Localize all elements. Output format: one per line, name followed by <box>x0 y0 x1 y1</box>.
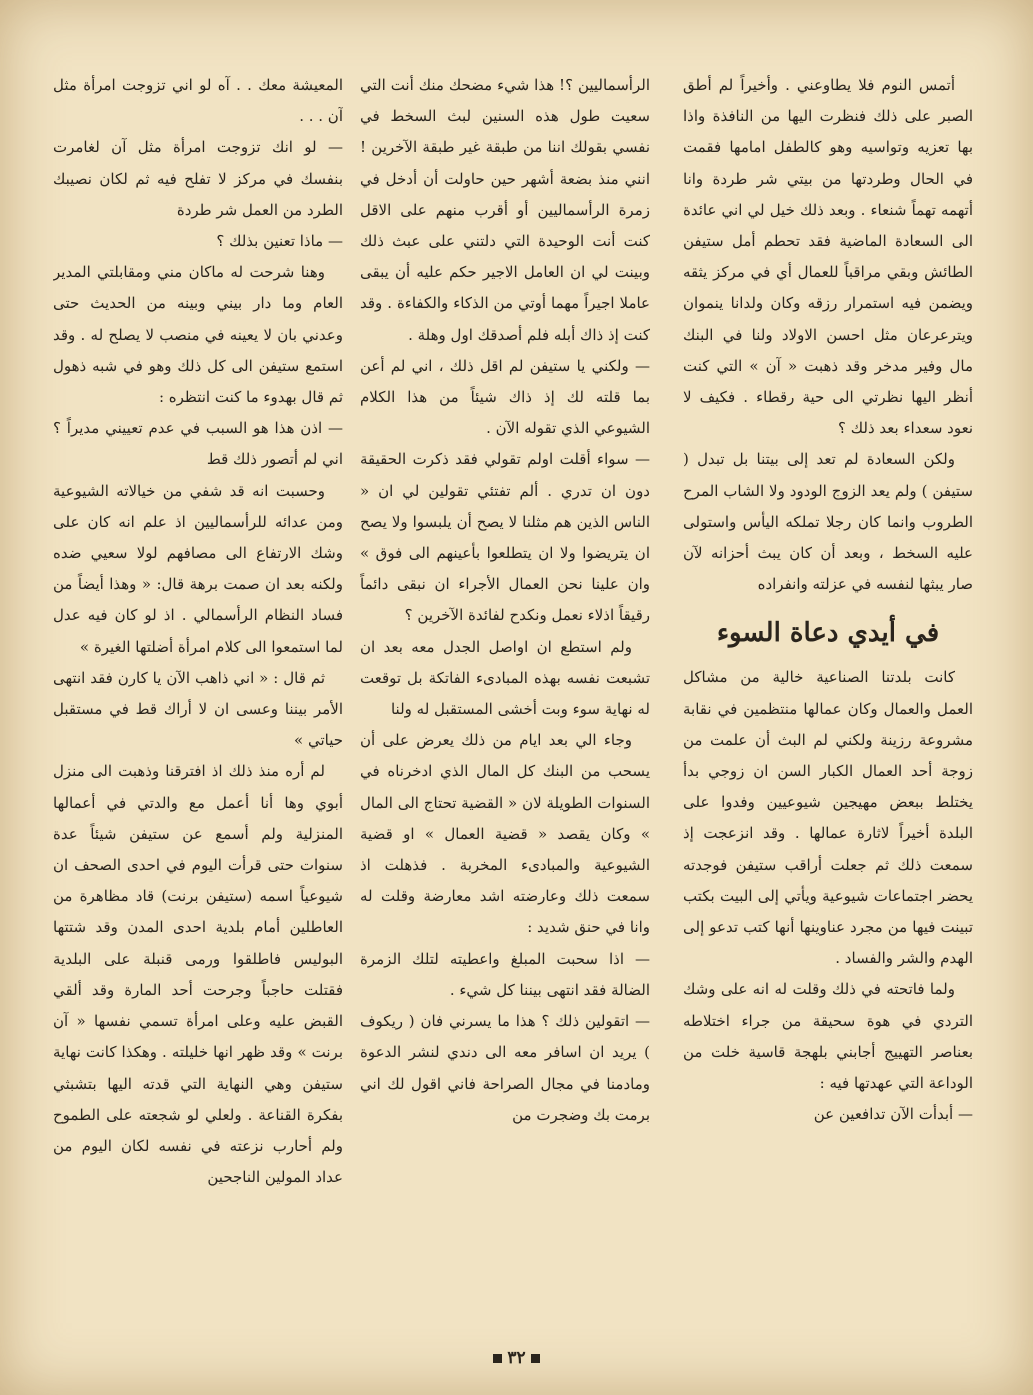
dialogue-line: — لو انك تزوجت امرأة مثل آن لغامرت بنفسك في مركز لا تفلح فيه ثم لكان نصيبك الطرد من العمل شر طردة <box>53 138 343 219</box>
paragraph: وحسبت انه قد شفي من خيالاته الشيوعية ومن عدائه للرأسماليين اذ علم انه كان على وشك الارتفاع الى مصافهم لولا سعيي ضده ولكنه بعد ان صمت برهة قال: « وهذا أيضاً من فساد النظام الرأسمالي . اذ لو كان فيه عدل لما استمعوا الى كلام امرأة أضلتها الغيرة » <box>53 481 343 656</box>
paragraph: ولم استطع ان اواصل الجدل معه بعد ان تشبعت نفسه بهذه المبادىء الفاتكة بل توقعت له نهاية سوء وبت أخشى المستقبل له ولنا <box>360 637 650 719</box>
dialogue-line: — أبدأت الآن تدافعين عن <box>813 1105 973 1124</box>
paragraph: المعيشة معك . . آه لو اني تزوجت امرأة مثل آن . . . <box>53 76 343 126</box>
section-heading: في أيدي دعاة السوء <box>716 618 940 649</box>
square-ornament-icon <box>531 1354 540 1363</box>
page-number-text: ٣٢ <box>507 1348 526 1368</box>
dialogue-line: — سواء أقلت اولم تقولي فقد ذكرت الحقيقة دون ان تدري . ألم تفتئي تقولين لي ان « الناس الذين هم مثلنا لا يصح أن يلبسوا ولا يصح ان يتريضوا ولا ان يتطلعوا بأعينهم الى فوق » وان علينا نحن العمال الأجراء ان نبقى دائماً رقيقاً اذلاء نعمل ونكدح لفائدة الآخرين ؟ <box>360 450 650 625</box>
article-column-right <box>683 70 973 1325</box>
paragraph: أتمس النوم فلا يطاوعني . وأخيراً لم أطق الصبر على ذلك فنظرت اليها من النافذة واذا بها تعزيه وتواسيه وهو كالطفل امامها فقمت في الحال وطردتها من بيتي شر طردة وانا أتهمه تهماً شنعاء . وبعد ذلك خيل لي اني عائدة الى السعادة الماضية فقد تحطم أمل ستيفن الطائش وبقي مراقباً للعمال أي في مركز يثقه ويضمن فيه استمرار رزقه وكان ولدانا ينموان ويترعرعان مثل احسن الاولاد ولنا في البنك مال وفير مدخر وقد ذهبت « آن » التي كنت أنظر اليها نظرتي الى حية رقطاء . فكيف لا نعود سعداء بعد ذلك ؟ <box>683 76 973 438</box>
paragraph: وهنا شرحت له ماكان مني ومقابلتي المدير العام وما دار بيني وبينه من الحديث حتى وعدني بان لا يعينه في منصب لا يصلح له . وقد استمع ستيفن الى كل ذلك وهو في شبه ذهول ثم قال بهدوء ما كنت انتظره : <box>53 263 343 407</box>
dialogue-line: — اذا سحبت المبلغ واعطيته لتلك الزمرة الضالة فقد انتهى بيننا كل شيء . <box>360 949 650 999</box>
paragraph: الرأسماليين ؟! هذا شيء مضحك منك أنت التي سعيت طول هذه السنين لبث السخط في نفسي بقولك اننا من طبقة غير طبقة الآخرين ! انني منذ بضعة أشهر حين حاولت أن أدخل في زمرة الرأسماليين أو أقرب منهم على الاقل كنت أنت الوحيدة التي دلتني على عبث ذلك وبينت لي ان العامل الاجير حكم عليه أن يبقى عاملا اجيراً مهما أوتي من الذكاء والكفاءة . وقد كنت إذ ذاك أبله فلم أصدقك اول وهلة . <box>360 76 650 344</box>
paragraph: وجاء الي بعد ايام من ذلك يعرض على أن يسحب من البنك كل المال الذي ادخرناه في السنوات الطويلة لان « القضية تحتاج الى المال » وكان يقصد « قضية العمال » او قضية الشيوعية والمبادىء المخربة . فذهلت اذ سمعت ذلك وعارضته اشد معارضة وقلت له وانا في حنق شديد : <box>360 731 650 937</box>
dialogue-line: — ماذا تعنين بذلك ؟ <box>216 232 343 251</box>
article-column-middle <box>360 70 650 1325</box>
dialogue-line: — اتقولين ذلك ؟ هذا ما يسرني فان ( ريكوف ) يريد ان اسافر معه الى دندي لنشر الدعوة ومادمنا في مجال الصراحة فاني اقول لك اني برمت بك وضجرت من <box>360 1012 650 1124</box>
dialogue-line: — اذن هذا هو السبب في عدم تعييني مديراً ؟ اني لم أتصور ذلك قط <box>53 419 343 469</box>
paragraph: كانت بلدتنا الصناعية خالية من مشاكل العمل والعمال وكان عمالها منتظمين في نقابة مشروعة رزينة ولكني لم البث أن علمت من زوجة أحد العمال الكبار السن ان زوجي بدأ يختلط ببعض مهيجين شيوعيين وفدوا على البلدة أخيراً لاثارة عمالها . وقد انزعجت إذ سمعت ذلك ثم جعلت أراقب ستيفن فوجدته يحضر اجتماعات شيوعية ويأتي إلى البيت بكتب تبينت فيها من مجرد عناوينها أنها كتب تدعو إلى الهدم والشر والفساد . <box>683 668 973 968</box>
paragraph: لم أره منذ ذلك اذ افترقنا وذهبت الى منزل أبوي وها أنا أعمل مع والدتي في أعمالها المنزلية ولم أسمع عن ستيفن شيئاً عدة سنوات حتى قرأت اليوم في احدى الصحف ان شيوعياً اسمه (ستيفن برنت) قاد مظاهرة من العاطلين أمام بلدية احدى المدن وقد شتتها البوليس فاطلقوا ورمى قنبلة على البلدية فقتلت حاجباً وجرحت أحد المارة وقد ألقي القبض عليه وعلى امرأة تسمي نفسها « آن برنت » وقد ظهر انها خليلته . وهكذا كانت نهاية ستيفن وهي النهاية التي قدته اليها بتشبثي بفكرة القناعة . ولعلي لو شجعته على الطموح ولم أحارب نزعته في نفسه لكان اليوم من عداد المولين الناجحين <box>53 762 343 1187</box>
paragraph: ولكن السعادة لم تعد إلى بيتنا بل تبدل ( ستيفن ) ولم يعد الزوج الودود ولا الشاب المرح الطروب وانما كان رجلا تملكه اليأس واستولى عليه السخط ، وبعد أن كان يبث أحزانه لآن صار يبثها لنفسه في عزلته وانفراده <box>683 450 973 594</box>
article-column-left <box>53 70 343 1325</box>
paragraph: ثم قال : « اني ذاهب الآن يا كارن فقد انتهى الأمر بيننا وعسى ان لا أراك قط في مستقبل حياتي » <box>53 668 343 750</box>
dialogue-line: — ولكني يا ستيفن لم اقل ذلك ، اني لم أعن بما قلته لك إذ ذاك شيئاً من هذا الكلام الشيوعي الذي تقوله الآن . <box>360 356 650 438</box>
paragraph: ولما فاتحته في ذلك وقلت له انه على وشك التردي في هوة سحيقة من جراء اختلاطه بعناصر التهييج أجابني بلهجة قاسية خلت من الوداعة التي عهدتها فيه : <box>683 980 973 1093</box>
square-ornament-icon <box>493 1354 502 1363</box>
page-number <box>0 1348 1033 1368</box>
